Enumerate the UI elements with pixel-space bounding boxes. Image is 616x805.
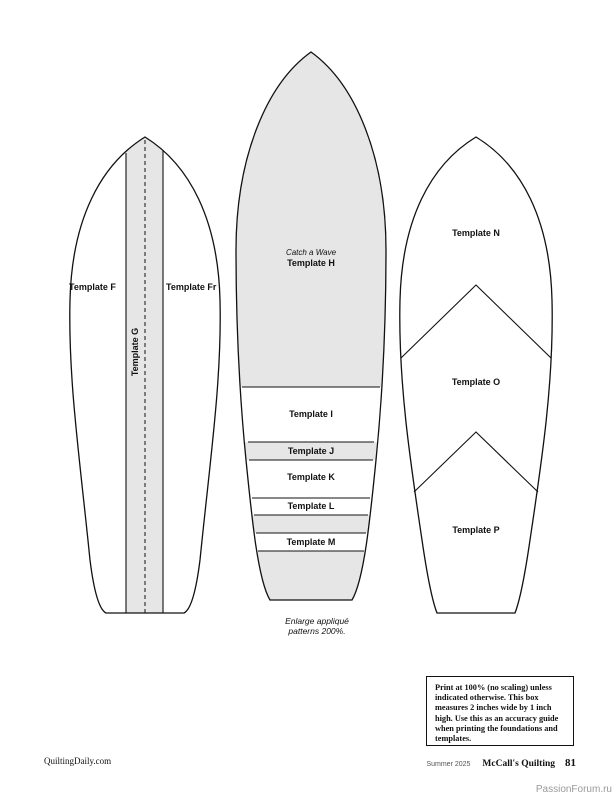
footer-right xyxy=(426,753,576,771)
template-h-label: Template H xyxy=(287,258,335,268)
enlarge-note: Enlarge appliqué patterns 200%. xyxy=(285,616,349,636)
seam-o-p xyxy=(414,432,538,492)
surfboard-right xyxy=(400,137,552,613)
template-f-label: Template F xyxy=(69,282,116,292)
surfboard-left xyxy=(69,120,220,620)
footer-magazine: McCall's Quilting xyxy=(482,759,555,769)
template-n-label: Template N xyxy=(452,228,500,238)
page-number: 81 xyxy=(565,757,576,769)
tail-fill xyxy=(220,551,400,611)
surfboard-right-outline xyxy=(400,137,552,613)
footer-website: QuiltingDaily.com xyxy=(44,756,112,766)
template-h-subtitle: Catch a Wave xyxy=(285,248,337,257)
template-k-label: Template K xyxy=(287,472,335,482)
template-i-label: Template I xyxy=(289,409,333,419)
seam-n-o xyxy=(401,285,551,358)
footer-issue: Summer 2025 xyxy=(426,761,471,768)
template-m-label: Template M xyxy=(286,537,336,547)
template-o-label: Template O xyxy=(451,377,501,387)
gray-band-2 xyxy=(220,515,400,533)
template-h-fill xyxy=(220,40,400,387)
print-accuracy-box: Print at 100% (no scaling) unless indicated otherwise. This box measures 2 inches wide by 1 inch high. Use this as an accuracy guide when printing the foundations and templates. xyxy=(426,676,574,746)
template-p-label: Template P xyxy=(452,525,500,535)
template-g-label: Template G xyxy=(130,327,140,377)
template-fr-label: Template Fr xyxy=(166,282,217,292)
template-l-label: Template L xyxy=(287,501,335,511)
template-j-label: Template J xyxy=(287,446,335,456)
watermark: PassionForum.ru xyxy=(535,784,612,795)
surfboard-middle xyxy=(220,40,400,611)
